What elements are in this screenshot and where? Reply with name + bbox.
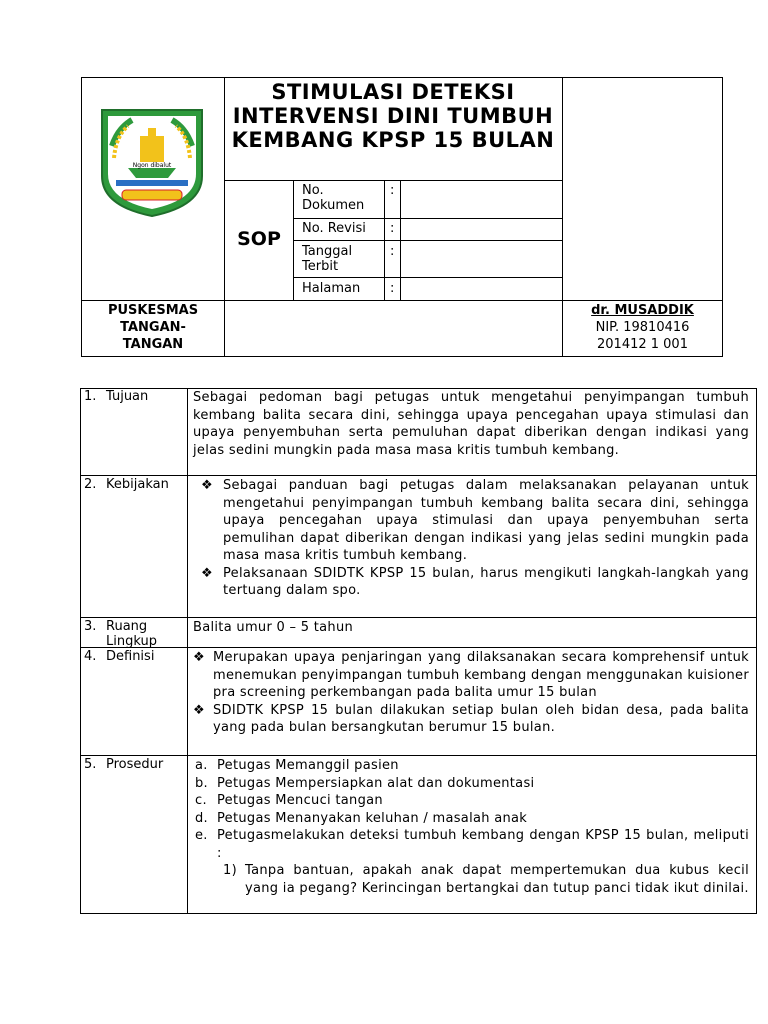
- field-sep: :: [390, 183, 395, 198]
- list-item: ❖ SDIDTK KPSP 15 bulan dilakukan setiap bulan oleh bidan desa, pada balita yang pada bulan bersangkutan berumur 15 bulan.: [193, 702, 749, 735]
- list-item: 1) Tanpa bantuan, apakah anak dapat mempertemukan dua kubus kecil yang ia pegang? Kerincingan bertangkai dan tutup panci tidak ikut dinilai.: [223, 863, 749, 896]
- section-number: 3.: [84, 619, 97, 634]
- sop-content-table: [80, 388, 757, 914]
- section-title: Definisi: [106, 649, 155, 664]
- field-label-page: Halaman: [302, 281, 361, 296]
- signer-nip-line1: NIP. 19810416: [595, 320, 690, 335]
- bullet-icon: ❖: [201, 565, 213, 581]
- sop-header-table: [81, 77, 723, 357]
- section-text-ruang-lingkup: Balita umur 0 – 5 tahun: [193, 620, 354, 635]
- section-text-definisi: [187, 649, 749, 737]
- list-item: ❖ Merupakan upaya penjaringan yang dilaksanakan secara komprehensif untuk menemukan penyimpangan tumbuh kembang dengan menggunakan kuisioner pra screening perkembangan pada balita umur 15 bulan: [193, 650, 749, 700]
- field-label-revision: No. Revisi: [302, 221, 366, 236]
- bullet-icon: ❖: [193, 702, 205, 718]
- institution-name: PUSKESMAS TANGAN-TANGAN: [107, 303, 199, 352]
- section-text-kebijakan: [193, 477, 749, 600]
- list-item: d. Petugas Menanyakan keluhan / masalah anak: [195, 810, 528, 826]
- section-label-definisi: [84, 649, 186, 664]
- section-number: 1.: [84, 389, 97, 404]
- section-text-tujuan: Sebagai pedoman bagi petugas untuk mengetahui penyimpangan tumbuh kembang balita secara dini, sehingga upaya pencegahan upaya stimulasi dan upaya penyembuhan serta pemuluhan dapat diberikan dengan indikasi yang jelas sedini mungkin pada masa masa kritis tumbuh kembang.: [193, 390, 749, 458]
- field-sep: :: [390, 221, 395, 236]
- section-title: Ruang Lingkup: [106, 619, 157, 649]
- section-label-kebijakan: [84, 477, 179, 492]
- field-label-document-no: No. Dokumen: [302, 183, 365, 213]
- section-text-prosedur: [195, 757, 749, 897]
- list-item: e. Petugasmelakukan deteksi tumbuh kembang dengan KPSP 15 bulan, meliputi :: [195, 828, 749, 861]
- section-label-ruang-lingkup: [84, 619, 186, 649]
- list-item: a. Petugas Memanggil pasien: [195, 758, 399, 773]
- section-number: 5.: [84, 757, 97, 772]
- logo-caption: Ngon dibalut: [132, 162, 172, 169]
- field-sep: :: [390, 281, 395, 296]
- logo-emblem: [98, 106, 206, 218]
- section-number: 4.: [84, 649, 97, 664]
- page-title: STIMULASI DETEKSI INTERVENSI DINI TUMBUH KEMBANG KPSP 15 BULAN: [231, 80, 555, 152]
- section-title: Prosedur: [106, 757, 164, 772]
- section-number: 2.: [84, 477, 97, 492]
- section-label-prosedur: [84, 757, 186, 772]
- list-item: c. Petugas Mencuci tangan: [195, 793, 383, 808]
- field-label-issue-date: Tanggal Terbit: [302, 244, 353, 274]
- section-title: Tujuan: [106, 389, 149, 404]
- list-item: b. Petugas Mempersiapkan alat dan dokumentasi: [195, 775, 535, 791]
- list-item: ❖ Sebagai panduan bagi petugas dalam melaksanakan pelayanan untuk mengetahui penyimpangan tumbuh kembang balita secara dini, sehingga upaya pencegahan upaya stimulasi dan upaya penyembuhan serta pemulihan dapat diberikan dengan indikasi yang jelas sedini mungkin pada masa masa kritis tumbuh kembang.: [201, 478, 749, 563]
- signer-name: dr. MUSADDIK: [591, 303, 694, 318]
- section-title: Kebijakan: [106, 477, 169, 492]
- signer-block: [562, 302, 723, 353]
- field-sep: :: [390, 244, 395, 259]
- bullet-icon: ❖: [193, 650, 205, 665]
- section-label-tujuan: [84, 389, 186, 404]
- sop-label: SOP: [237, 228, 281, 250]
- bullet-icon: ❖: [201, 478, 213, 493]
- list-item: ❖ Pelaksanaan SDIDTK KPSP 15 bulan, harus mengikuti langkah-langkah yang tertuang dalam spo.: [201, 565, 749, 598]
- signer-nip-line2: 201412 1 001: [597, 337, 688, 352]
